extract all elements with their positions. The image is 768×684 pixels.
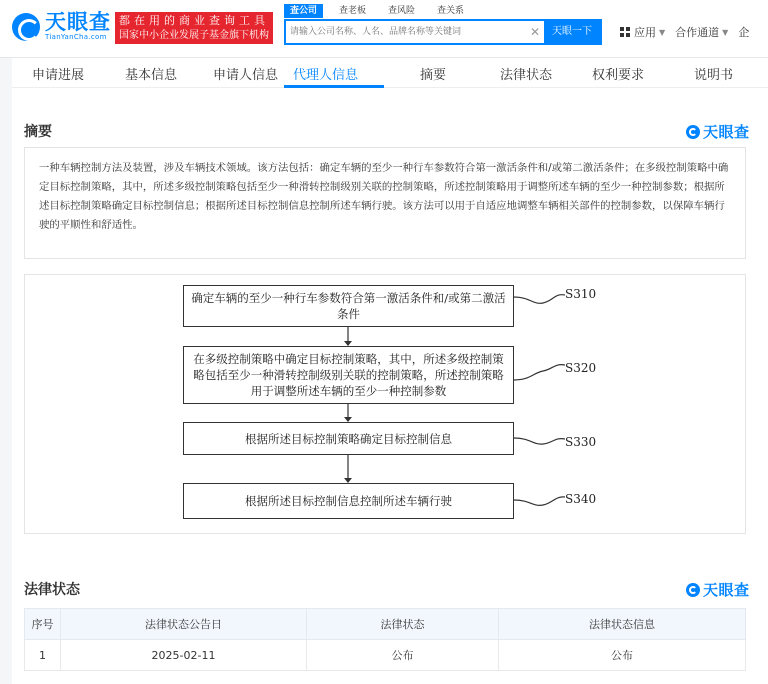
legal-status-table (24, 608, 746, 671)
flow-step-s340: 根据所述目标控制信息控制所述车辆行驶 (183, 483, 514, 519)
tab-description[interactable]: 说明书 (694, 68, 734, 83)
logo-chinese-name: 天眼查 (45, 10, 111, 34)
label-leader-s320 (514, 365, 565, 380)
search-type-tabs (284, 4, 486, 18)
chevron-down-icon: ▼ (722, 27, 729, 37)
search-tab-company[interactable]: 查公司 (284, 4, 323, 18)
table-row (25, 640, 746, 671)
nav-apps[interactable]: 应用 (634, 26, 656, 39)
search-bar (284, 19, 602, 45)
cell-index: 1 (25, 640, 61, 671)
header-nav (620, 24, 749, 40)
column-header-status-info: 法律状态信息 (499, 609, 746, 640)
column-header-status: 法律状态 (307, 609, 499, 640)
step-label-s320: S320 (565, 361, 597, 375)
column-header-index: 序号 (25, 609, 61, 640)
promo-banner[interactable] (115, 12, 273, 44)
chevron-down-icon: ▼ (659, 27, 666, 37)
tab-abstract[interactable]: 摘要 (420, 68, 447, 83)
label-leader-s340 (514, 497, 565, 505)
top-header (0, 0, 768, 58)
tab-claims[interactable]: 权利要求 (592, 68, 645, 83)
label-leader-s310 (514, 295, 565, 304)
tianyancha-logo-icon (12, 13, 40, 41)
tab-applicant-info[interactable]: 申请人信息 (213, 68, 279, 83)
active-tab-indicator (284, 85, 384, 88)
abstract-figure (24, 274, 746, 534)
abstract-title: 摘要 (24, 124, 52, 140)
column-header-date: 法律状态公告日 (61, 609, 307, 640)
tianyancha-logo-icon (686, 125, 700, 139)
table-header-row (25, 609, 746, 640)
step-label-s330: S330 (565, 435, 597, 449)
brand-watermark (686, 579, 750, 600)
search-tab-risk[interactable]: 查风险 (388, 6, 416, 16)
tab-basic-info[interactable]: 基本信息 (125, 68, 178, 83)
step-label-s340: S340 (565, 492, 597, 506)
flow-step-s320: 在多级控制策略中确定目标控制策略，其中，所述多级控制策略包括至少一种滑转控制级别关联的控制策略，所述控制策略用于调整所述车辆的至少一种控制参数 (183, 346, 514, 404)
nav-cooperation[interactable]: 合作通道 (675, 26, 720, 39)
patent-detail-card (12, 58, 768, 684)
detail-tabs (12, 58, 768, 88)
site-logo[interactable] (12, 11, 111, 42)
step-label-s310: S310 (565, 287, 597, 301)
nav-enterprise[interactable]: 企 (738, 26, 750, 39)
logo-domain: TianYanCha.com (45, 33, 107, 41)
clear-icon[interactable]: ✕ (530, 25, 541, 39)
promo-line-2: 国家中小企业发展子基金旗下机构 (119, 30, 269, 41)
promo-line-1: 都在用的商业查询工具 (119, 14, 269, 27)
label-leader-s330 (514, 438, 565, 444)
search-tab-boss[interactable]: 查老板 (339, 6, 367, 16)
flow-step-s310: 确定车辆的至少一种行车参数符合第一激活条件和/或第二激活条件 (183, 285, 514, 327)
tab-application-progress[interactable]: 申请进展 (32, 68, 85, 83)
abstract-text: 一种车辆控制方法及装置，涉及车辆技术领域。该方法包括：确定车辆的至少一种行车参数符合第一激活条件和/或第二激活条件；在多级控制策略中确定目标控制策略，其中，所述多级控制策略包括至少一种滑转控制级别关联的控制策略，所述控制策略用于调整所述车辆的至少一种控制参数；根据所述目标控制策略确定目标控制信息；根据所述目标控制信息控制所述车辆行驶。该方法可以用于自适应地调整车辆相关部件的控制参数，以保障车辆行驶的平顺性和舒适性。 (24, 147, 746, 259)
brand-text: 天眼查 (703, 581, 750, 599)
flow-step-s330: 根据所述目标控制策略确定目标控制信息 (183, 422, 514, 455)
search-button[interactable]: 天眼一下 (544, 21, 600, 43)
legal-status-title: 法律状态 (24, 582, 80, 598)
search-tab-relation[interactable]: 查关系 (437, 6, 465, 16)
search-input[interactable] (290, 24, 520, 40)
brand-watermark (686, 121, 750, 142)
cell-date: 2025-02-11 (61, 640, 307, 671)
cell-status: 公布 (307, 640, 499, 671)
brand-text: 天眼查 (703, 123, 750, 141)
apps-grid-icon (620, 27, 630, 37)
tab-agent-info[interactable]: 代理人信息 (293, 68, 359, 83)
cell-status-info: 公布 (499, 640, 746, 671)
tab-legal-status[interactable]: 法律状态 (500, 68, 553, 83)
tianyancha-logo-icon (686, 583, 700, 597)
